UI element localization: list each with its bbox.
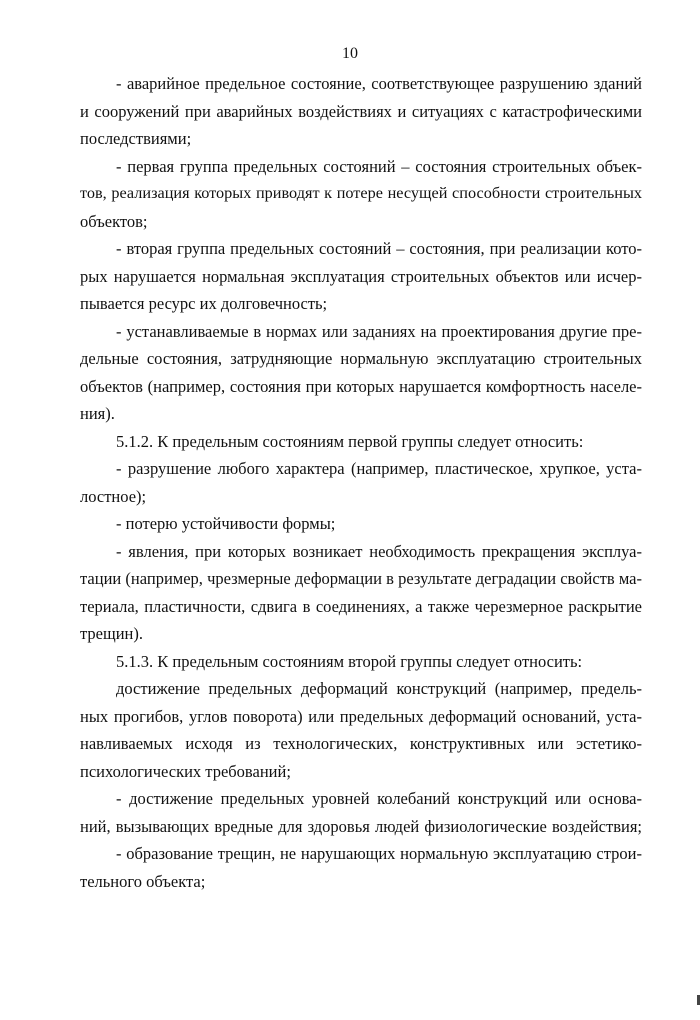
- text-line: трещин).: [80, 624, 143, 643]
- text-line: пывается ресурс их долговечность;: [80, 294, 328, 313]
- text-line: териала, пластичности, сдвига в соединениях, а также черезмерное раскрытие: [80, 596, 642, 616]
- text-line: - разрушение любого характера (например, пластическое, хрупкое, уста-: [116, 459, 642, 478]
- text-line: тов, реализация которых приводят к потере несущей способности строительных: [80, 184, 642, 202]
- text-line: лостное);: [80, 486, 147, 506]
- text-line: и сооружений при аварийных воздействиях и ситуациях с катастрофическими: [80, 101, 642, 121]
- text-line: объектов;: [80, 211, 148, 231]
- text-line: - вторая группа предельных состояний – состояния, при реализации кото-: [116, 239, 642, 258]
- text-line: - потерю устойчивости формы;: [116, 514, 336, 533]
- text-line: тации (например, чрезмерные деформации в результате деградации свойств ма-: [80, 569, 642, 588]
- text-line: - первая группа предельных состояний – состояния строительных объек-: [116, 156, 642, 176]
- text-line: - достижение предельных уровней колебаний конструкций или основа-: [116, 789, 642, 808]
- text-line: навливаемых исходя из технологических, конструктивных или эстетико-: [80, 734, 642, 753]
- text-line: психологических требований;: [80, 761, 291, 781]
- text-line: 5.1.2. К предельным состояниям первой группы следует относить:: [116, 431, 584, 451]
- text-line: ния).: [80, 404, 115, 423]
- text-line: - аварийное предельное состояние, соответствующее разрушению зданий: [116, 74, 642, 93]
- text-line: ний, вызывающих вредные для здоровья людей физиологические воздействия;: [80, 816, 642, 836]
- text-line: - явления, при которых возникает необходимость прекращения эксплуа-: [116, 541, 642, 561]
- text-line: объектов (например, состояния при которых нарушается комфортность населе-: [80, 376, 642, 396]
- text-line: дельные состояния, затрудняющие нормальную эксплуатацию строительных: [80, 349, 642, 368]
- text-line: - устанавливаемые в нормах или заданиях на проектирования другие пре-: [116, 321, 642, 341]
- text-line: достижение предельных деформаций конструкций (например, предель-: [116, 679, 642, 698]
- text-line: последствиями;: [80, 129, 192, 148]
- text-line: ных прогибов, углов поворота) или предельных деформаций оснований, уста-: [80, 706, 642, 726]
- text-line: рых нарушается нормальная эксплуатация строительных объектов или исчер-: [80, 266, 642, 286]
- text-line: 5.1.3. К предельным состояниям второй группы следует относить:: [116, 651, 583, 671]
- text-line: - образование трещин, не нарушающих нормальную эксплуатацию строи-: [116, 844, 642, 863]
- text-line: тельного объекта;: [80, 871, 206, 891]
- document-body: [80, 70, 642, 895]
- page-number: 10: [342, 45, 358, 62]
